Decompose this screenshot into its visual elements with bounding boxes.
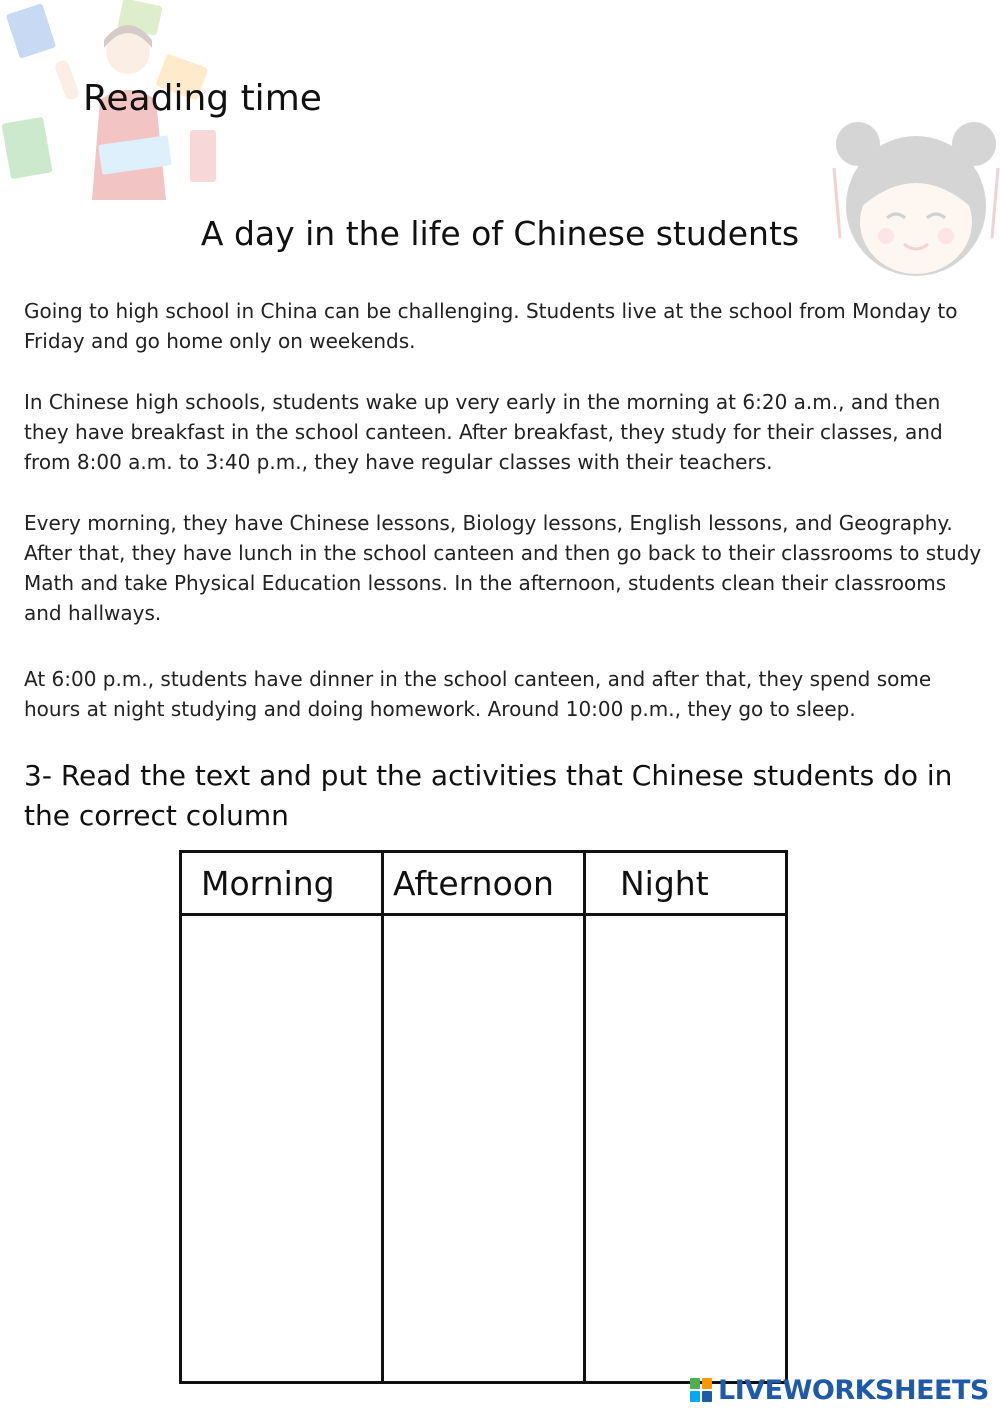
- activity-table: [179, 850, 788, 1384]
- exercise-instruction: 3- Read the text and put the activities that Chinese students do in the correct column: [24, 759, 953, 832]
- liveworksheets-logo: [690, 1374, 989, 1406]
- liveworksheets-brand-text: LIVEWORKSHEETS: [718, 1374, 989, 1406]
- column-header-afternoon: Afternoon: [383, 852, 585, 915]
- paragraph-3: Every morning, they have Chinese lessons, Biology lessons, English lessons, and Geography. After that, they have lunch in the school canteen and then go back to their classrooms to study Math and take Physical Education lessons. In the afternoon, students clean their classrooms and hallways.: [24, 511, 982, 625]
- section-heading: Reading time: [83, 78, 322, 119]
- liveworksheets-logo-icon: [690, 1378, 712, 1402]
- afternoon-answer-area[interactable]: [383, 915, 585, 1383]
- column-header-morning: Morning: [181, 852, 383, 915]
- paragraph-2: In Chinese high schools, students wake up very early in the morning at 6:20 a.m., and then they have breakfast in the school canteen. After breakfast, they study for their classes, and from 8:00 a.m. to 3:40 p.m., they have regular classes with their teachers.: [24, 390, 943, 474]
- chinese-doll-face-illustration: [832, 118, 1000, 278]
- night-answer-area[interactable]: [585, 915, 787, 1383]
- column-header-night: Night: [585, 852, 787, 915]
- article-title: A day in the life of Chinese students: [200, 214, 800, 253]
- morning-answer-area[interactable]: [181, 915, 383, 1383]
- paragraph-4: At 6:00 p.m., students have dinner in the school canteen, and after that, they spend some hours at night studying and doing homework. Around 10:00 p.m., they go to sleep.: [24, 667, 932, 721]
- paragraph-1: Going to high school in China can be challenging. Students live at the school from Monday to Friday and go home only on weekends.: [24, 299, 958, 353]
